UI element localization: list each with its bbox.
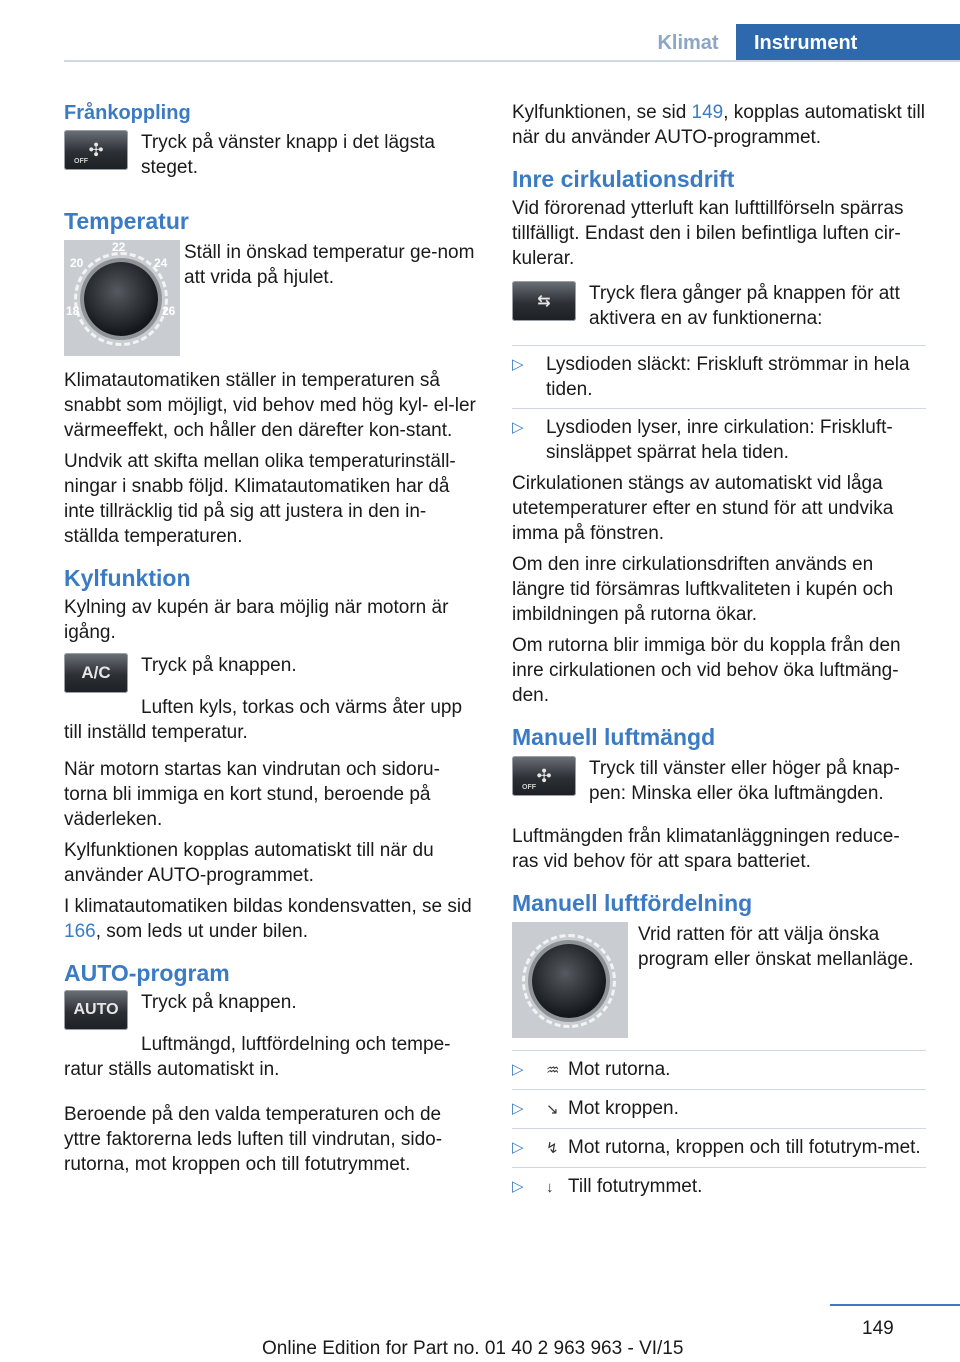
temperatur-intro: Ställ in önskad temperatur ge-nom att vrida på hjulet.: [184, 242, 475, 288]
auto-step1: Tryck på knappen.: [141, 992, 297, 1013]
manuell-fordelning-text: Vrid ratten för att välja önska program eller önskat mellanläge.: [638, 924, 914, 970]
section-title-inre-cirkulation: Inre cirkulationsdrift: [512, 166, 735, 192]
section-title-frankoppling: Frånkoppling: [64, 102, 191, 124]
inre-btn-text: Tryck flera gånger på knappen för att aktivera en av funktionerna:: [589, 283, 900, 329]
auto-p1: Beroende på den valda temperaturen och de yttre faktorerna leds luften till vindrutan, sido-rutorna, mot kroppen och till fotutrymmet.: [64, 1104, 443, 1175]
off-label: OFF: [74, 158, 88, 165]
kylfunktion-p4: [64, 894, 478, 944]
edition-line: Online Edition for Part no. 01 40 2 963 963 - VI/15: [262, 1338, 684, 1359]
right-column: [512, 100, 926, 1200]
all-zones-airflow-icon: ↯: [546, 1140, 559, 1157]
divider: [512, 1050, 926, 1051]
kylfunktion-step1: Tryck på knappen.: [141, 655, 297, 676]
section-title-auto: AUTO-program: [64, 960, 230, 986]
list-item: ▷ ↓ Till fotutrymmet.: [512, 1174, 926, 1200]
knob-label: 24: [154, 256, 168, 270]
tab-instrument[interactable]: Instrument: [736, 24, 960, 62]
manuell-luft-row: [512, 756, 926, 806]
page-link-166[interactable]: 166: [64, 921, 96, 942]
knob-label: 26: [162, 304, 176, 318]
divider: [512, 1089, 926, 1090]
divider: [512, 345, 926, 346]
manuell-luft-text: Tryck till vänster eller höger på knap-pen: Minska eller öka luftmängden.: [589, 758, 900, 804]
temperatur-row: [64, 240, 478, 356]
section-title-manuell-luftmangd: Manuell luftmängd: [512, 724, 716, 750]
kylfunktion-step2: Luften kyls, torkas och värms åter upp till inställd temperatur.: [64, 697, 463, 743]
kylfunktion-p4-post: , som leds ut under bilen.: [95, 921, 308, 942]
knob-label: 22: [112, 240, 126, 254]
right-p0-post: , kopplas automatiskt till när du använder AUTO-programmet.: [512, 102, 925, 148]
fan-icon: ✣: [536, 765, 552, 786]
section-title-temperatur: Temperatur: [64, 208, 189, 234]
auto-step2: Luftmängd, luftfördelning och tempe-ratur ställs automatiskt in.: [64, 1034, 451, 1080]
off-label: OFF: [522, 784, 536, 791]
inre-p4: Om rutorna blir immiga bör du koppla från den inre cirkulationen och vid behov öka luftmäng-den.: [512, 635, 901, 706]
triangle-bullet-icon: ▷: [512, 1139, 524, 1156]
triangle-bullet-icon: ▷: [512, 419, 524, 436]
triangle-bullet-icon: ▷: [512, 356, 524, 373]
knob-label: 20: [70, 256, 84, 270]
page-number: 149: [862, 1318, 894, 1339]
section-title-kylfunktion: Kylfunktion: [64, 565, 191, 591]
inre-p2: Cirkulationen stängs av automatiskt vid låga utetemperaturer efter en stund för att undvika imma på fönstren.: [512, 473, 894, 544]
right-p0-pre: Kylfunktionen, se sid: [512, 102, 692, 123]
fan-icon: ✣: [88, 139, 104, 160]
kylfunktion-p4-pre: I klimatautomatiken bildas kondensvatten, se sid: [64, 896, 472, 917]
section-title-manuell-fordelning: Manuell luftfördelning: [512, 890, 753, 916]
car-recirculation-icon: ⇆: [537, 293, 551, 310]
triangle-bullet-icon: ▷: [512, 1061, 524, 1078]
divider: [512, 1167, 926, 1168]
fan-button-image: [512, 756, 576, 796]
air-distribution-knob: [532, 944, 606, 1018]
knob-label: 18: [66, 304, 80, 318]
divider: [512, 1128, 926, 1129]
frankoppling-row: [64, 130, 478, 180]
footer-divider: [830, 1304, 960, 1306]
triangle-bullet-icon: ▷: [512, 1178, 524, 1195]
fan-off-button-image: [64, 130, 128, 170]
triangle-bullet-icon: ▷: [512, 1100, 524, 1117]
temperatur-p2: Undvik att skifta mellan olika temperaturinställ-ningar i snabb följd. Klimatautomatiken har då inte tillräcklig tid på sig att justera in den in-ställda temperaturen.: [64, 451, 456, 547]
list-item: ▷ Lysdioden släckt: Friskluft strömmar in hela tiden.: [512, 354, 910, 400]
ac-button-image: A/C: [64, 653, 128, 693]
auto-row: [64, 990, 478, 1030]
kylfunktion-p1: Kylning av kupén är bara möjlig när motorn är igång.: [64, 597, 449, 643]
frankoppling-text: Tryck på vänster knapp i det lägsta steget.: [141, 132, 435, 178]
kylfunktion-p3: Kylfunktionen kopplas automatiskt till när du använder AUTO-programmet.: [64, 840, 434, 886]
temperature-knob: [84, 262, 158, 336]
list-item: ▷ ↯ Mot rutorna, kroppen och till fotutrym-met.: [512, 1135, 926, 1161]
tab-klimat[interactable]: Klimat: [657, 32, 719, 54]
air-distribution-knob-image: [512, 922, 628, 1038]
page-link-149[interactable]: 149: [691, 102, 724, 123]
list-item: ▷ Lysdioden lyser, inre cirkulation: Friskluft-sinsläppet spärrat hela tiden.: [512, 417, 893, 463]
inre-p3: Om den inre cirkulationsdriften används en längre tid försämras luftkvaliteten i kupén och imbildningen på rutorna ökar.: [512, 554, 894, 625]
header-divider: [64, 60, 960, 62]
manuell-fordelning-row: [512, 922, 926, 1038]
windshield-icon: ♒: [546, 1062, 560, 1079]
body-airflow-icon: ↘: [546, 1101, 559, 1118]
left-column: [64, 100, 478, 1177]
kylfunktion-p2: När motorn startas kan vindrutan och sidoru-torna bli immiga en kort stund, beroende på väderleken.: [64, 759, 440, 830]
list-item: ▷ ♒ Mot rutorna.: [512, 1057, 926, 1083]
recirculation-button-image: [512, 281, 576, 321]
divider: [512, 408, 926, 409]
inre-row: [512, 281, 926, 331]
inre-p1: Vid förorenad ytterluft kan lufttillförseln spärras tillfälligt. Endast den i bilen befintliga luften cir-kulerar.: [512, 198, 904, 269]
right-p0: [512, 100, 926, 150]
list-item: ▷ ↘ Mot kroppen.: [512, 1096, 926, 1122]
temperatur-p1: Klimatautomatiken ställer in temperaturen så snabbt som möjligt, vid behov med hög kyl- el-ler värmeeffekt, och håller den därefter kon-stant.: [64, 370, 476, 441]
kylfunktion-row: [64, 653, 478, 693]
auto-button-image: AUTO: [64, 990, 128, 1030]
footwell-airflow-icon: ↓: [546, 1179, 554, 1196]
manuell-luft-p1: Luftmängden från klimatanläggningen reduce-ras vid behov för att spara batteriet.: [512, 826, 900, 872]
temperature-knob-image: [64, 240, 180, 356]
